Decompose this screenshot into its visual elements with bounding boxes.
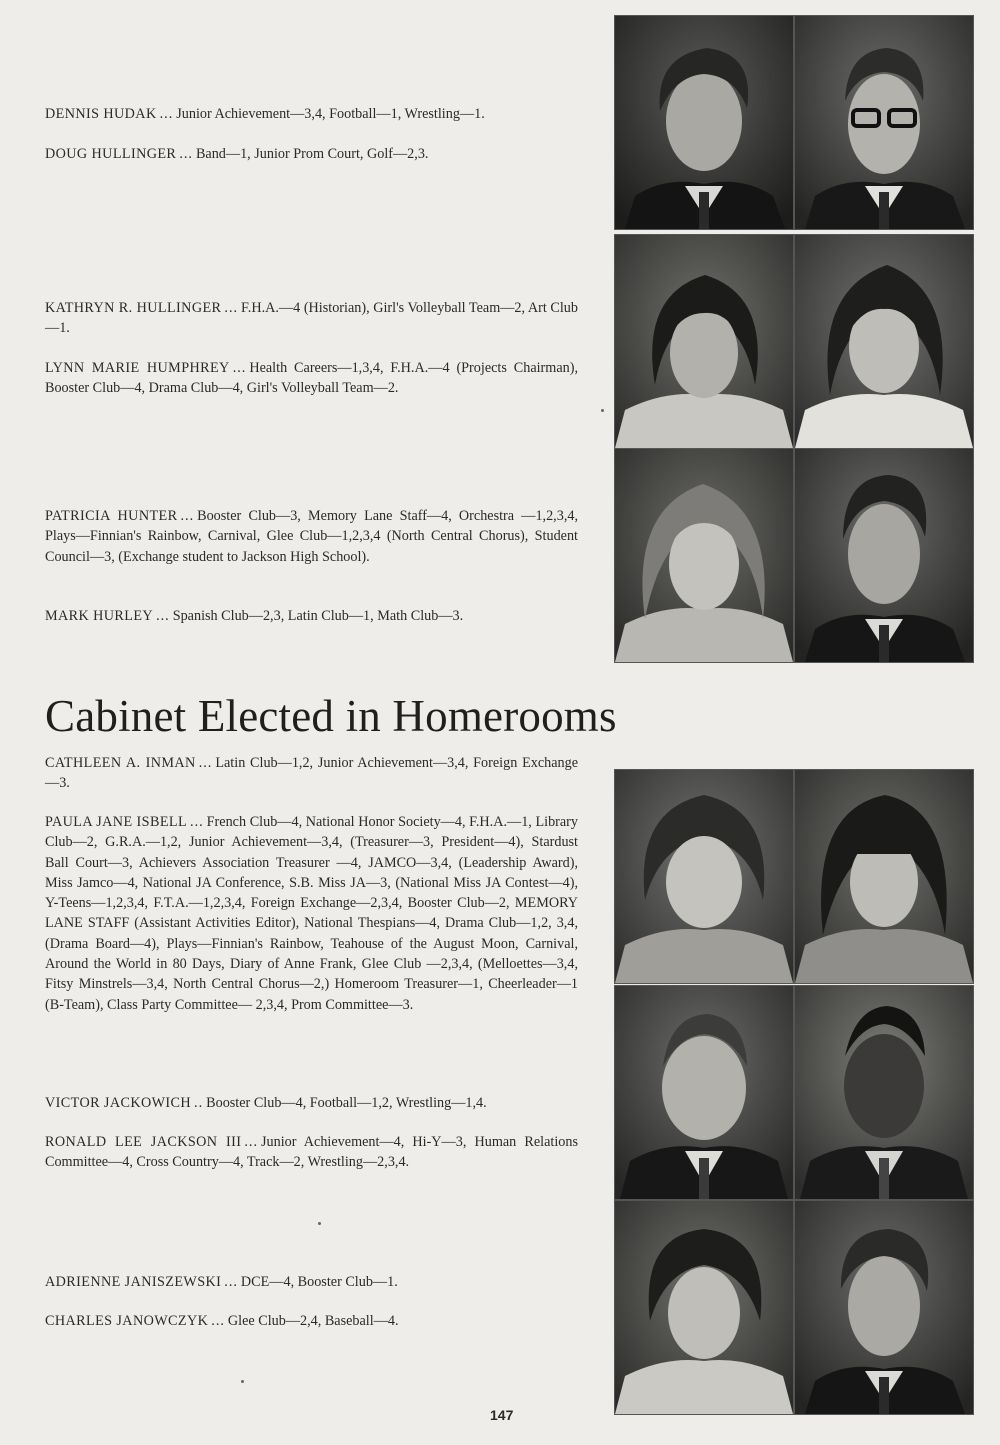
student-name: DOUG HULLINGER	[45, 146, 177, 162]
entry-paula-isbell	[45, 812, 578, 1015]
student-name: PATRICIA HUNTER	[45, 508, 178, 524]
portrait-photo	[794, 448, 974, 663]
student-name: CHARLES JANOWCZYK	[45, 1313, 209, 1329]
student-name: RONALD LEE JACKSON III	[45, 1134, 242, 1150]
portrait-photo	[794, 1200, 974, 1415]
portrait-photo	[794, 985, 974, 1200]
entry-cathleen-inman	[45, 753, 578, 794]
activities: Booster Club—3, Memory Lane Staff—4, Orchestra —1,2,3,4, Plays—Finnian's Rainbow, Carnival, Glee Club—1,2,3,4 (North Central Chorus), Student Council—3, (Exchange student to Jackson High School).	[45, 508, 579, 565]
entry-mark-hurley	[45, 606, 578, 626]
section-heading: Cabinet Elected in Homerooms	[45, 691, 617, 741]
separator: ...	[198, 755, 213, 771]
portrait-photo	[614, 769, 794, 984]
print-speck	[318, 1222, 321, 1225]
separator: ...	[224, 1274, 238, 1290]
student-name: PAULA JANE ISBELL	[45, 814, 188, 830]
portrait-photo	[614, 234, 794, 449]
student-name: CATHLEEN A. INMAN	[45, 755, 196, 771]
activities: Latin Club—1,2, Junior Achievement—3,4, Foreign Exchange—3.	[45, 755, 578, 792]
entry-dennis-hudak	[45, 104, 578, 124]
entry-charles-janowczyk	[45, 1311, 578, 1331]
entry-victor-jackowich	[45, 1093, 578, 1113]
separator: ...	[224, 300, 239, 316]
separator: ...	[232, 360, 247, 376]
portrait-photo	[614, 985, 794, 1200]
student-name: MARK HURLEY	[45, 608, 154, 624]
student-name: ADRIENNE JANISZEWSKI	[45, 1274, 222, 1290]
portrait-photo	[794, 15, 974, 230]
portrait-photo	[794, 769, 974, 984]
portrait-photo	[794, 234, 974, 449]
separator: ...	[156, 608, 170, 624]
portrait-photo	[614, 15, 794, 230]
separator: ...	[159, 106, 174, 122]
entry-ronald-jackson	[45, 1132, 578, 1173]
separator: ...	[180, 508, 195, 524]
print-speck	[241, 1380, 244, 1383]
print-speck	[601, 409, 604, 412]
activities: Spanish Club—2,3, Latin Club—1, Math Club—3.	[172, 608, 464, 624]
activities: Band—1, Junior Prom Court, Golf—2,3.	[195, 146, 429, 162]
entry-adrienne-janiszewski	[45, 1272, 578, 1292]
activities: Junior Achievement—4, Hi-Y—3, Human Relations Committee—4, Cross Country—4, Track—2, Wrestling—2,3,4.	[45, 1134, 578, 1171]
activities: Junior Achievement—3,4, Football—1, Wrestling—1.	[176, 106, 485, 122]
student-name: DENNIS HUDAK	[45, 106, 157, 122]
student-name: KATHRYN R. HULLINGER	[45, 300, 222, 316]
separator: ...	[244, 1134, 258, 1150]
entry-doug-hullinger	[45, 144, 578, 164]
page-number: 147	[490, 1407, 514, 1423]
activities: F.H.A.—4 (Historian), Girl's Volleyball Team—2, Art Club—1.	[45, 300, 578, 337]
student-name: VICTOR JACKOWICH	[45, 1095, 192, 1111]
separator: ...	[179, 146, 193, 162]
separator: ...	[211, 1313, 225, 1329]
activities: Glee Club—2,4, Baseball—4.	[227, 1313, 399, 1329]
separator: ...	[190, 814, 204, 830]
entry-kathryn-hullinger	[45, 298, 578, 339]
portrait-photo	[614, 1200, 794, 1415]
portrait-photo	[614, 448, 794, 663]
entry-lynn-humphrey	[45, 358, 578, 399]
activities: DCE—4, Booster Club—1.	[240, 1274, 398, 1290]
activities: Health Careers—1,3,4, F.H.A.—4 (Projects Chairman), Booster Club—4, Drama Club—4, Girl's Volleyball Team—2.	[45, 360, 578, 397]
activities: Booster Club—4, Football—1,2, Wrestling—1,4.	[206, 1095, 487, 1111]
activities: French Club—4, National Honor Society—4, F.H.A.—1, Library Club—2, G.R.A.—1,2, Junior Achievement—3,4, (Treasurer—3, President—4), Stardust Ball Court—3, Achievers Association Treasurer —4, JAMCO—3,4, (Leadership Award), Miss Jamco—4, National JA Conference, S.B. Miss JA—3, (National Miss JA Contest—4), Y-Teens—1,2,3,4, F.T.A.—1,2,3,4, Foreign Exchange—2,3,4, Booster Club—2, MEMORY LANE STAFF (Assistant Activities Editor), National Thespians—4, Drama Club—1,2, 3,4, (Drama Board—4), Plays—Finnian's Rainbow, Teahouse of the August Moon, Carnival, Around the World in 80 Days, Diary of Anne Frank, Glee Club —2,3,4, (Melloettes—3,4, Fitsy Minstrels—3,4, North Central Chorus—2,) Homeroom Treasurer—1, Cheerleader—1 (B-Team), Class Party Committee— 2,3,4, Prom Committee—3.	[45, 814, 579, 1013]
student-name: LYNN MARIE HUMPHREY	[45, 360, 230, 376]
entry-patricia-hunter	[45, 506, 578, 567]
separator: ..	[194, 1095, 204, 1111]
